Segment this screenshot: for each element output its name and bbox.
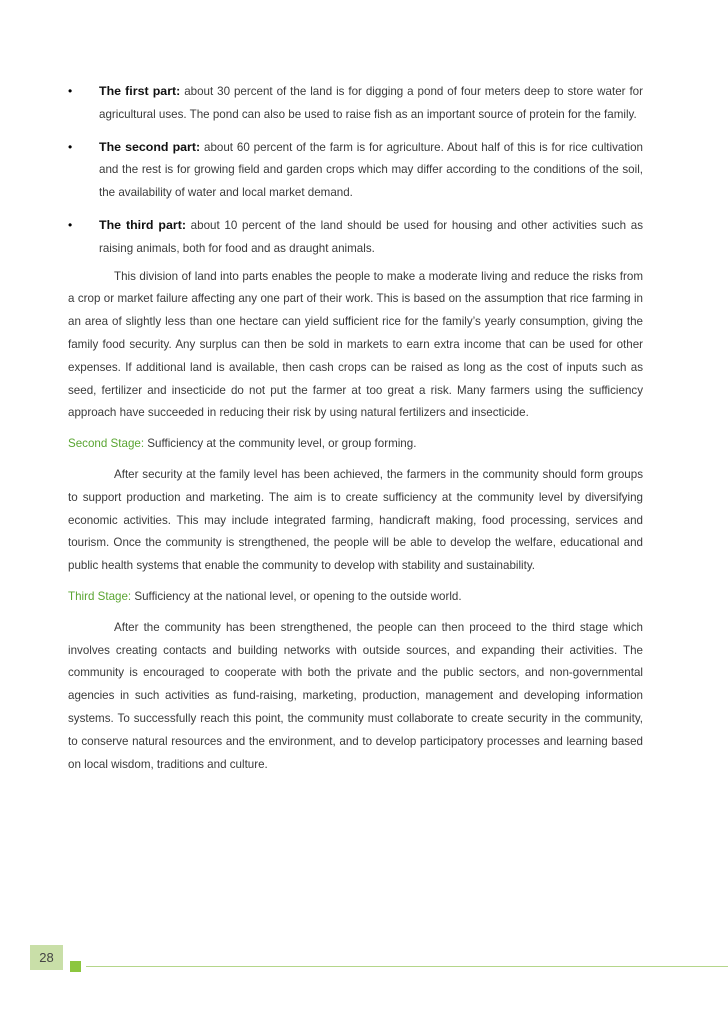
stage-heading-third	[68, 586, 643, 609]
bullet-marker: •	[68, 139, 73, 154]
bullet-text: about 60 percent of the farm is for agriculture. About half of this is for rice cultivation and the rest is for growing field and garden crops which may differ according to the conditions of the soil, the availability of water and local market demand.	[99, 140, 644, 200]
stage-label: Second Stage:	[68, 437, 145, 451]
stage-label: Third Stage:	[68, 589, 132, 603]
stage-text: Sufficiency at the community level, or group forming.	[144, 437, 417, 451]
bullet-marker: •	[68, 84, 73, 98]
bullet-marker: •	[68, 217, 73, 232]
bullet-item-third-part	[68, 214, 643, 261]
stage-text: Sufficiency at the national level, or opening to the outside world.	[131, 589, 462, 603]
bullet-heading: The second part:	[99, 139, 201, 154]
body-paragraph: This division of land into parts enables the people to make a moderate living and reduce the risks from a crop or market failure affecting any one part of their work. This is based on the assumption that rice farming in an area of slightly less than one hectare can yield sufficient rice for the family’s yearly consumption, giving the family food security. Any surplus can then be sold in markets to earn extra income that can be used for other expenses. If additional land is available, then cash crops can be raised as long as the cost of inputs such as seed, fertilizer and insecticide do not put the farmer at too great a risk. Many farmers using the sufficiency approach have succeeded in reducing their risk by using natural fertilizers and insecticide.	[68, 269, 643, 420]
bullet-heading: The third part:	[99, 217, 186, 232]
footer-accent-square	[70, 961, 81, 972]
page-body	[68, 80, 643, 784]
body-paragraph: After the community has been strengthened, the people can then proceed to the third stage which involves creating contacts and building networks with outside sources, and expanding their activities. The community is encouraged to cooperate with both the private and the public sectors, and non-governmental agencies in such activities as fund-raising, marketing, production, management and developing information systems. To successfully reach this point, the community must collaborate to create security in the community, to conserve natural resources and the environment, and to develop participatory processes and learning based on local wisdom, traditions and culture.	[68, 620, 643, 771]
body-paragraph: After security at the family level has been achieved, the farmers in the community should form groups to support production and marketing. The aim is to create sufficiency at the community level by diversifying economic activities. This may include integrated farming, handicraft making, food processing, services and tourism. Once the community is strengthened, the people will be able to develop the welfare, educational and public health systems that enable the community to develop with stability and sustainability.	[68, 467, 643, 573]
bullet-text: about 10 percent of the land should be used for housing and other activities such as raising animals, both for food and as draught animals.	[99, 218, 643, 255]
page-number-badge	[30, 945, 63, 970]
bullet-text: about 30 percent of the land is for digging a pond of four meters deep to store water for agricultural uses. The pond can also be used to raise fish as an important source of protein for the family.	[99, 85, 643, 121]
footer-rule	[86, 966, 728, 967]
bullet-heading: The first part:	[99, 84, 181, 98]
stage-heading-second	[68, 433, 643, 456]
bullet-item-second-part	[68, 136, 643, 205]
page-number: 28	[39, 950, 54, 965]
bullet-item-first-part	[68, 80, 643, 127]
